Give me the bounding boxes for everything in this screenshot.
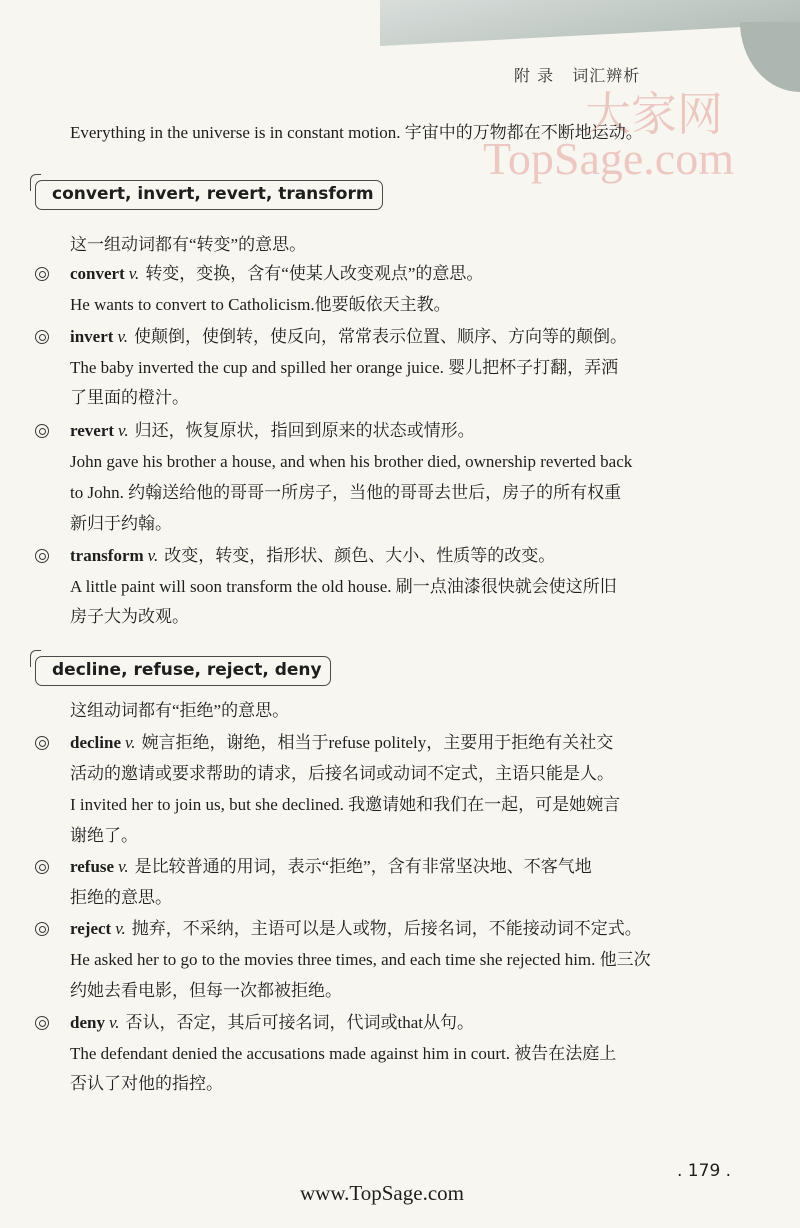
section-heading-decline bbox=[35, 656, 331, 686]
entry-deny bbox=[70, 1011, 474, 1035]
entry-invert bbox=[70, 325, 627, 349]
entry-definition: 转变，变换，含有“使某人改变观点”的意思。 bbox=[145, 264, 484, 283]
entry-word: reject bbox=[70, 919, 112, 938]
example-line: 拒绝的意思。 bbox=[70, 888, 172, 907]
bullet-icon bbox=[35, 549, 49, 563]
entry-definition: 归还，恢复原状，指回到原来的状态或情形。 bbox=[134, 421, 475, 440]
entry-definition: 抛弃，不采纳，主语可以是人或物，后接名词，不能接动词不定式。 bbox=[131, 919, 642, 938]
example-line: He wants to convert to Catholicism.他要皈依天主教。 bbox=[70, 295, 451, 314]
bullet-icon bbox=[35, 330, 49, 344]
bullet-icon bbox=[35, 922, 49, 936]
page-curl-decoration bbox=[740, 22, 800, 92]
bullet-icon bbox=[35, 424, 49, 438]
section-heading-text: decline, refuse, reject, deny bbox=[52, 660, 322, 680]
header-section: 附 录 bbox=[514, 66, 555, 85]
entry-pos: v. bbox=[115, 919, 126, 938]
entry-word: revert bbox=[70, 421, 115, 440]
section-heading-convert bbox=[35, 180, 383, 210]
bullet-icon bbox=[35, 1016, 49, 1030]
entry-definition: 婉言拒绝，谢绝，相当于refuse politely，主要用于拒绝有关社交 bbox=[141, 733, 614, 752]
entry-reject bbox=[70, 917, 642, 941]
entry-decline bbox=[70, 731, 613, 755]
entry-word: refuse bbox=[70, 857, 115, 876]
example-line: I invited her to join us, but she declined. 我邀请她和我们在一起，可是她婉言 bbox=[70, 795, 621, 814]
heading-hook-decoration bbox=[30, 650, 41, 667]
entry-transform bbox=[70, 544, 555, 568]
entry-refuse bbox=[70, 855, 592, 879]
entry-pos: v. bbox=[118, 421, 129, 440]
example-line: 约她去看电影，但每一次都被拒绝。 bbox=[70, 981, 342, 1000]
entry-pos: v. bbox=[128, 264, 140, 283]
watermark-chinese: 大家网 bbox=[585, 87, 723, 141]
example-line: 了里面的橙汁。 bbox=[70, 388, 189, 407]
example-line: John gave his brother a house, and when his brother died, ownership reverted back bbox=[70, 452, 633, 471]
entry-pos: v. bbox=[118, 857, 129, 876]
entry-definition: 否认，否定，其后可接名词，代词或that从句。 bbox=[125, 1013, 475, 1032]
entry-pos: v. bbox=[147, 546, 159, 565]
example-line: to John. 约翰送给他的哥哥一所房子，当他的哥哥去世后，房子的所有权重 bbox=[70, 483, 622, 502]
example-line: He asked her to go to the movies three times, and each time she rejected him. 他三次 bbox=[70, 950, 651, 969]
example-line: 新归于约翰。 bbox=[70, 514, 172, 533]
example-line: The baby inverted the cup and spilled her orange juice. 婴儿把杯子打翻，弄洒 bbox=[70, 358, 619, 377]
example-line: 谢绝了。 bbox=[70, 826, 138, 845]
entry-word: decline bbox=[70, 733, 121, 752]
example-line: A little paint will soon transform the old house. 刷一点油漆很快就会使这所旧 bbox=[70, 577, 617, 596]
header-chapter: 词汇辨析 bbox=[572, 66, 641, 85]
entry-word: deny bbox=[70, 1013, 105, 1032]
entry-pos: v. bbox=[125, 733, 136, 752]
entry-definition: 是比较普通的用词，表示“拒绝”，含有非常坚决地、不客气地 bbox=[134, 857, 592, 876]
example-line: 房子大为改观。 bbox=[70, 607, 189, 626]
section-heading-text: convert, invert, revert, transform bbox=[52, 184, 374, 204]
group-intro: 这一组动词都有“转变”的意思。 bbox=[70, 235, 307, 254]
entry-pos: v. bbox=[117, 327, 128, 346]
bullet-icon bbox=[35, 860, 49, 874]
group-intro: 这组动词都有“拒绝”的意思。 bbox=[70, 701, 290, 720]
watermark-english: TopSage.com bbox=[483, 133, 735, 184]
bullet-icon bbox=[35, 736, 49, 750]
entry-definition: 改变，转变，指形状、颜色、大小、性质等的改变。 bbox=[164, 546, 556, 565]
entry-revert bbox=[70, 419, 475, 443]
entry-convert bbox=[70, 262, 483, 286]
entry-pos: v. bbox=[108, 1013, 120, 1032]
entry-word: invert bbox=[70, 327, 114, 346]
bullet-icon bbox=[35, 267, 49, 281]
example-line: 否认了对他的指控。 bbox=[70, 1074, 223, 1093]
example-line: The defendant denied the accusations made against him in court. 被告在法庭上 bbox=[70, 1044, 617, 1063]
intro-example-line: Everything in the universe is in constant motion. 宇宙中的万物都在不断地运动。 bbox=[70, 123, 643, 142]
entry-definition: 使颠倒，使倒转，使反向，常常表示位置、顺序、方向等的颠倒。 bbox=[133, 327, 627, 346]
heading-hook-decoration bbox=[30, 174, 41, 191]
page-edge-band bbox=[380, 0, 800, 46]
footer-url: www.TopSage.com bbox=[300, 1181, 464, 1205]
entry-word: convert bbox=[70, 264, 125, 283]
example-line: 活动的邀请或要求帮助的请求，后接名词或动词不定式，主语只能是人。 bbox=[70, 764, 614, 783]
entry-word: transform bbox=[70, 546, 144, 565]
page-number: . 179 . bbox=[677, 1161, 732, 1181]
